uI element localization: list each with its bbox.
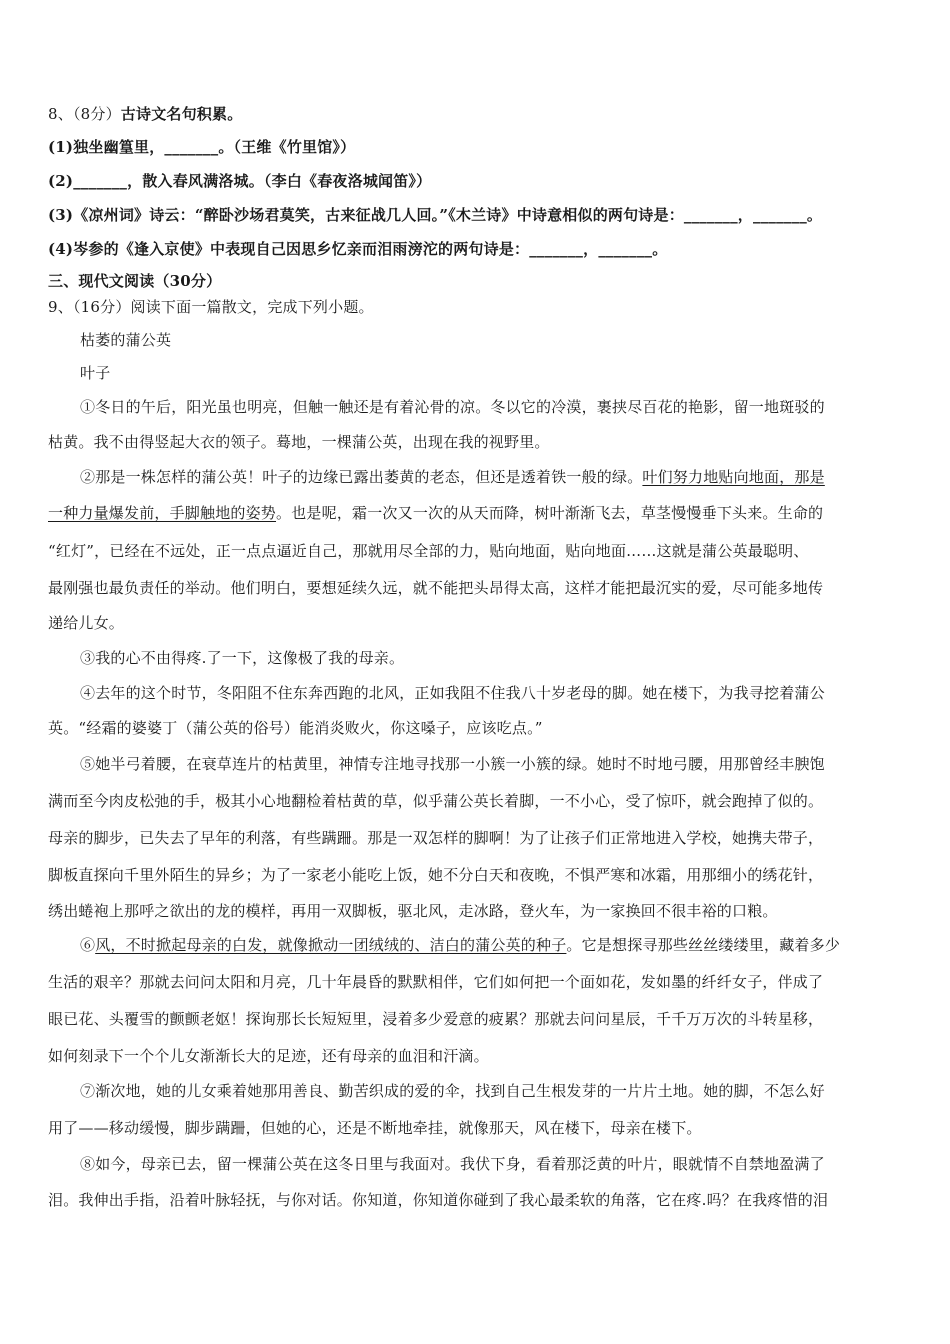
paragraph-4-line: ④去年的这个时节，冬阳阻不住东奔西跑的北风，正如我阻不住我八十岁老母的脚。她在楼下，为我寻挖着蒲公 bbox=[80, 684, 825, 702]
underlined-sentence: 一种力量爆发前，手脚触地的姿势 bbox=[48, 504, 277, 522]
paragraph-2-line bbox=[80, 467, 825, 487]
paragraph-2-line bbox=[48, 503, 823, 523]
paragraph-6-line: 如何刻录下一个个儿女渐渐长大的足迹，还有母亲的血泪和汗滴。 bbox=[48, 1047, 489, 1065]
paragraph-1-line: 枯黄。我不由得竖起大衣的领子。蓦地，一棵蒲公英，出现在我的视野里。 bbox=[48, 433, 550, 451]
paragraph-3: ③我的心不由得疼.了一下，这像极了我的母亲。 bbox=[80, 649, 405, 667]
paragraph-5-line: 满而至今肉皮松弛的手，极其小心地翻检着枯黄的草，似乎蒲公英长着脚，一不小心，受了惊吓，就会跑掉了似的。 bbox=[48, 792, 824, 810]
paragraph-2-text: ②那是一株怎样的蒲公英！叶子的边缘已露出萎黄的老态，但还是透着铁一般的绿。 bbox=[80, 468, 643, 486]
paragraph-6-text: ⑥ bbox=[80, 936, 96, 954]
paragraph-5-line: ⑤她半弓着腰，在衰草连片的枯黄里，神情专注地寻找那一小簇一小簇的绿。她时不时地弓腰，用那曾经丰腴饱 bbox=[80, 755, 825, 773]
paragraph-7-line: 用了——移动缓慢，脚步蹒跚，但她的心，还是不断地牵挂，就像那天，风在楼下，母亲在楼下。 bbox=[48, 1119, 702, 1137]
paragraph-2-line: “红灯”，已经在不远处，正一点点逼近自己，那就用尽全部的力，贴向地面，贴向地面……这就是蒲公英最聪明、 bbox=[48, 542, 809, 560]
paragraph-2-line: 递给儿女。 bbox=[48, 614, 125, 632]
q8-item-2: (2)_______，散入春风满洛城。（李白《春夜洛城闻笛》） bbox=[48, 172, 432, 190]
essay-author: 叶子 bbox=[80, 364, 111, 382]
paragraph-4-line: 英。“经霜的婆婆丁（蒲公英的俗号）能消炎败火，你这嗓子，应该吃点。” bbox=[48, 719, 543, 737]
section-heading: 三、现代文阅读（30分） bbox=[48, 272, 222, 290]
paragraph-6-line: 生活的艰辛？那就去问问太阳和月亮，几十年晨昏的默默相伴，它们如何把一个面如花，发如墨的纤纤女子，伴成了 bbox=[48, 973, 824, 991]
paragraph-8-line: 泪。我伸出手指，沿着叶脉轻抚，与你对话。你知道，你知道你碰到了我心最柔软的角落，它在疼.吗？在我疼惜的泪 bbox=[48, 1191, 829, 1209]
q8-item-1: (1)独坐幽篁里，_______。（王维《竹里馆》） bbox=[48, 138, 356, 156]
paragraph-6-text: 。它是想探寻那些丝丝缕缕里，藏着多少 bbox=[566, 936, 841, 954]
q8-item-4: (4)岑参的《逢入京使》中表现自己因思乡忆亲而泪雨滂沱的两句诗是：_______，_______。 bbox=[48, 240, 668, 258]
q8-title: 古诗文名句积累。 bbox=[120, 105, 243, 123]
paragraph-5-line: 绣出蜷袍上那呼之欲出的龙的模样，再用一双脚板，驱北风，走冰路，登火车，为一家换回不很丰裕的口粮。 bbox=[48, 902, 778, 920]
paragraph-5-line: 母亲的脚步，已失去了早年的利落，有些蹒跚。那是一双怎样的脚啊！为了让孩子们正常地进入学校，她携夫带子， bbox=[48, 829, 824, 847]
q8-item-3: (3)《凉州词》诗云：“醉卧沙场君莫笑，古来征战几人回。”《木兰诗》中诗意相似的两句诗是：_______，_______。 bbox=[48, 206, 823, 224]
paragraph-1-line: ①冬日的午后，阳光虽也明亮，但触一触还是有着沁骨的凉。冬以它的冷漠，裹挟尽百花的艳影，留一地斑驳的 bbox=[80, 398, 825, 416]
paragraph-2-line: 最刚强也最负责任的举动。他们明白，要想延续久远，就不能把头昂得太高，这样才能把最沉实的爱，尽可能多地传 bbox=[48, 579, 824, 597]
essay-title: 枯萎的蒲公英 bbox=[80, 331, 172, 349]
q8-number: 8、（8分） bbox=[48, 105, 121, 123]
paragraph-8-line: ⑧如今，母亲已去，留一棵蒲公英在这冬日里与我面对。我伏下身，看着那泛黄的叶片，眼就情不自禁地盈满了 bbox=[80, 1155, 825, 1173]
q9-intro: 9、（16分）阅读下面一篇散文，完成下列小题。 bbox=[48, 298, 374, 316]
paragraph-7-line: ⑦渐次地，她的儿女乘着她那用善良、勤苦织成的爱的伞，找到自己生根发芽的一片片土地。她的脚，不怎么好 bbox=[80, 1082, 825, 1100]
paragraph-6-line bbox=[80, 935, 840, 955]
paragraph-5-line: 脚板直探向千里外陌生的异乡；为了一家老小能吃上饭，她不分白天和夜晚，不惧严寒和冰霜，用那细小的绣花针， bbox=[48, 866, 824, 884]
underlined-sentence: 风，不时掀起母亲的白发，就像掀动一团绒绒的、洁白的蒲公英的种子 bbox=[95, 936, 567, 954]
underlined-sentence: 叶们努力地贴向地面，那是 bbox=[642, 468, 825, 486]
q8-heading bbox=[48, 104, 242, 124]
paragraph-2-text: 。也是呢，霜一次又一次的从天而降，树叶渐渐飞去，草茎慢慢垂下头来。生命的 bbox=[276, 504, 824, 522]
paragraph-6-line: 眼已花、头覆雪的颤颤老妪！探询那长长短短里，浸着多少爱意的疲累？那就去问问星辰，千千万万次的斗转星移， bbox=[48, 1010, 824, 1028]
